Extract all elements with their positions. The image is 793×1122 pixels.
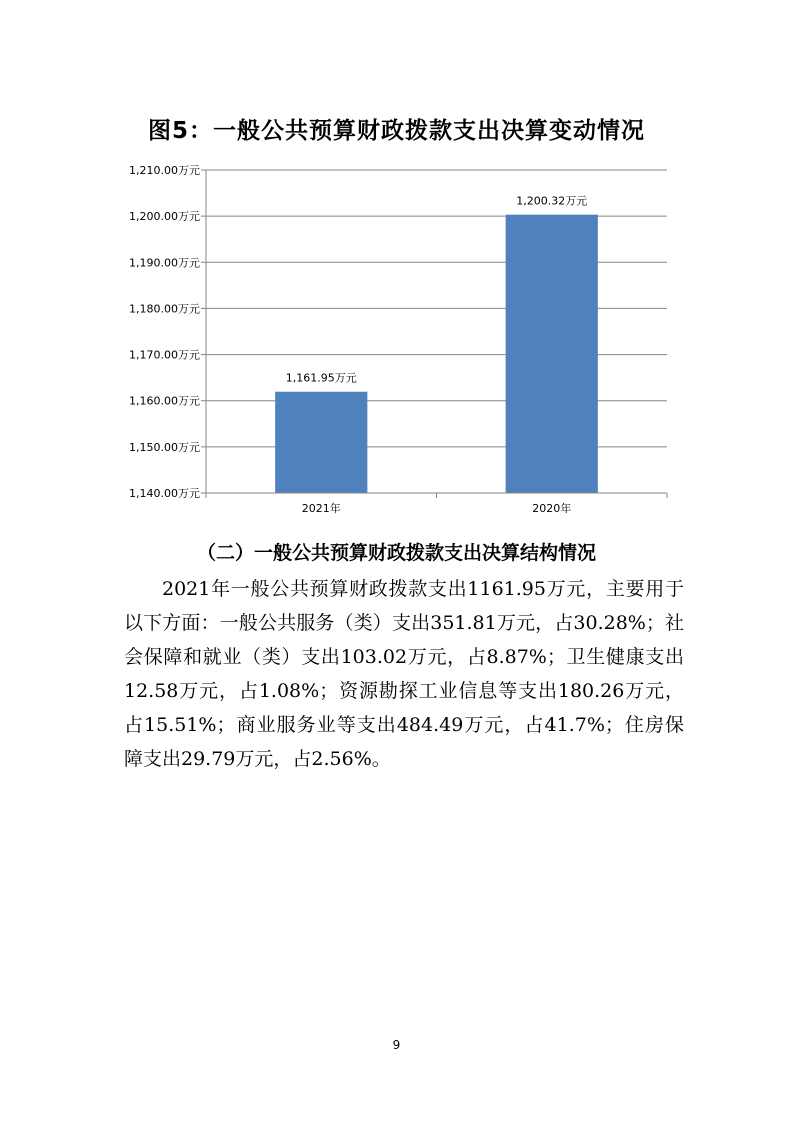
y-tick-label: 1,200.00万元 bbox=[129, 210, 200, 224]
x-tick-label: 2020年 bbox=[532, 502, 572, 515]
y-tick-label: 1,210.00万元 bbox=[129, 164, 200, 177]
figure-title: 图5：一般公共预算财政拨款支出决算变动情况 bbox=[147, 118, 645, 144]
page-number: 9 bbox=[392, 1038, 401, 1052]
data-label: 1,200.32万元 bbox=[516, 194, 588, 208]
bar-chart bbox=[0, 150, 793, 530]
section-heading: （二）一般公共预算财政拨款支出决算结构情况 bbox=[196, 542, 596, 564]
y-tick-labels bbox=[129, 164, 200, 500]
data-label: 1,161.95万元 bbox=[285, 371, 357, 385]
y-tick-label: 1,180.00万元 bbox=[129, 302, 200, 316]
bar bbox=[506, 215, 598, 493]
y-tick-label: 1,160.00万元 bbox=[129, 394, 200, 408]
y-tick-label: 1,140.00万元 bbox=[129, 487, 200, 500]
y-tick-label: 1,150.00万元 bbox=[129, 440, 200, 454]
x-tick-label: 2021年 bbox=[301, 502, 341, 515]
chart-bars bbox=[275, 215, 598, 493]
y-tick-label: 1,190.00万元 bbox=[129, 256, 200, 270]
y-tick-label: 1,170.00万元 bbox=[129, 348, 200, 362]
bar bbox=[275, 392, 367, 493]
x-tick-labels bbox=[302, 501, 572, 515]
body-paragraph: 2021年一般公共预算财政拨款支出1161.95万元，主要用于以下方面：一般公共服务（类）支出351.81万元，占30.28%；社会保障和就业（类）支出103.02万元，占8.87%；卫生健康支出12.58万元，占1.08%；资源勘探工业信息等支出180.26万元，占15.51%；商业服务业等支出484.49万元，占41.7%；住房保障支出29.79万元，占2.56%。 bbox=[124, 578, 684, 770]
